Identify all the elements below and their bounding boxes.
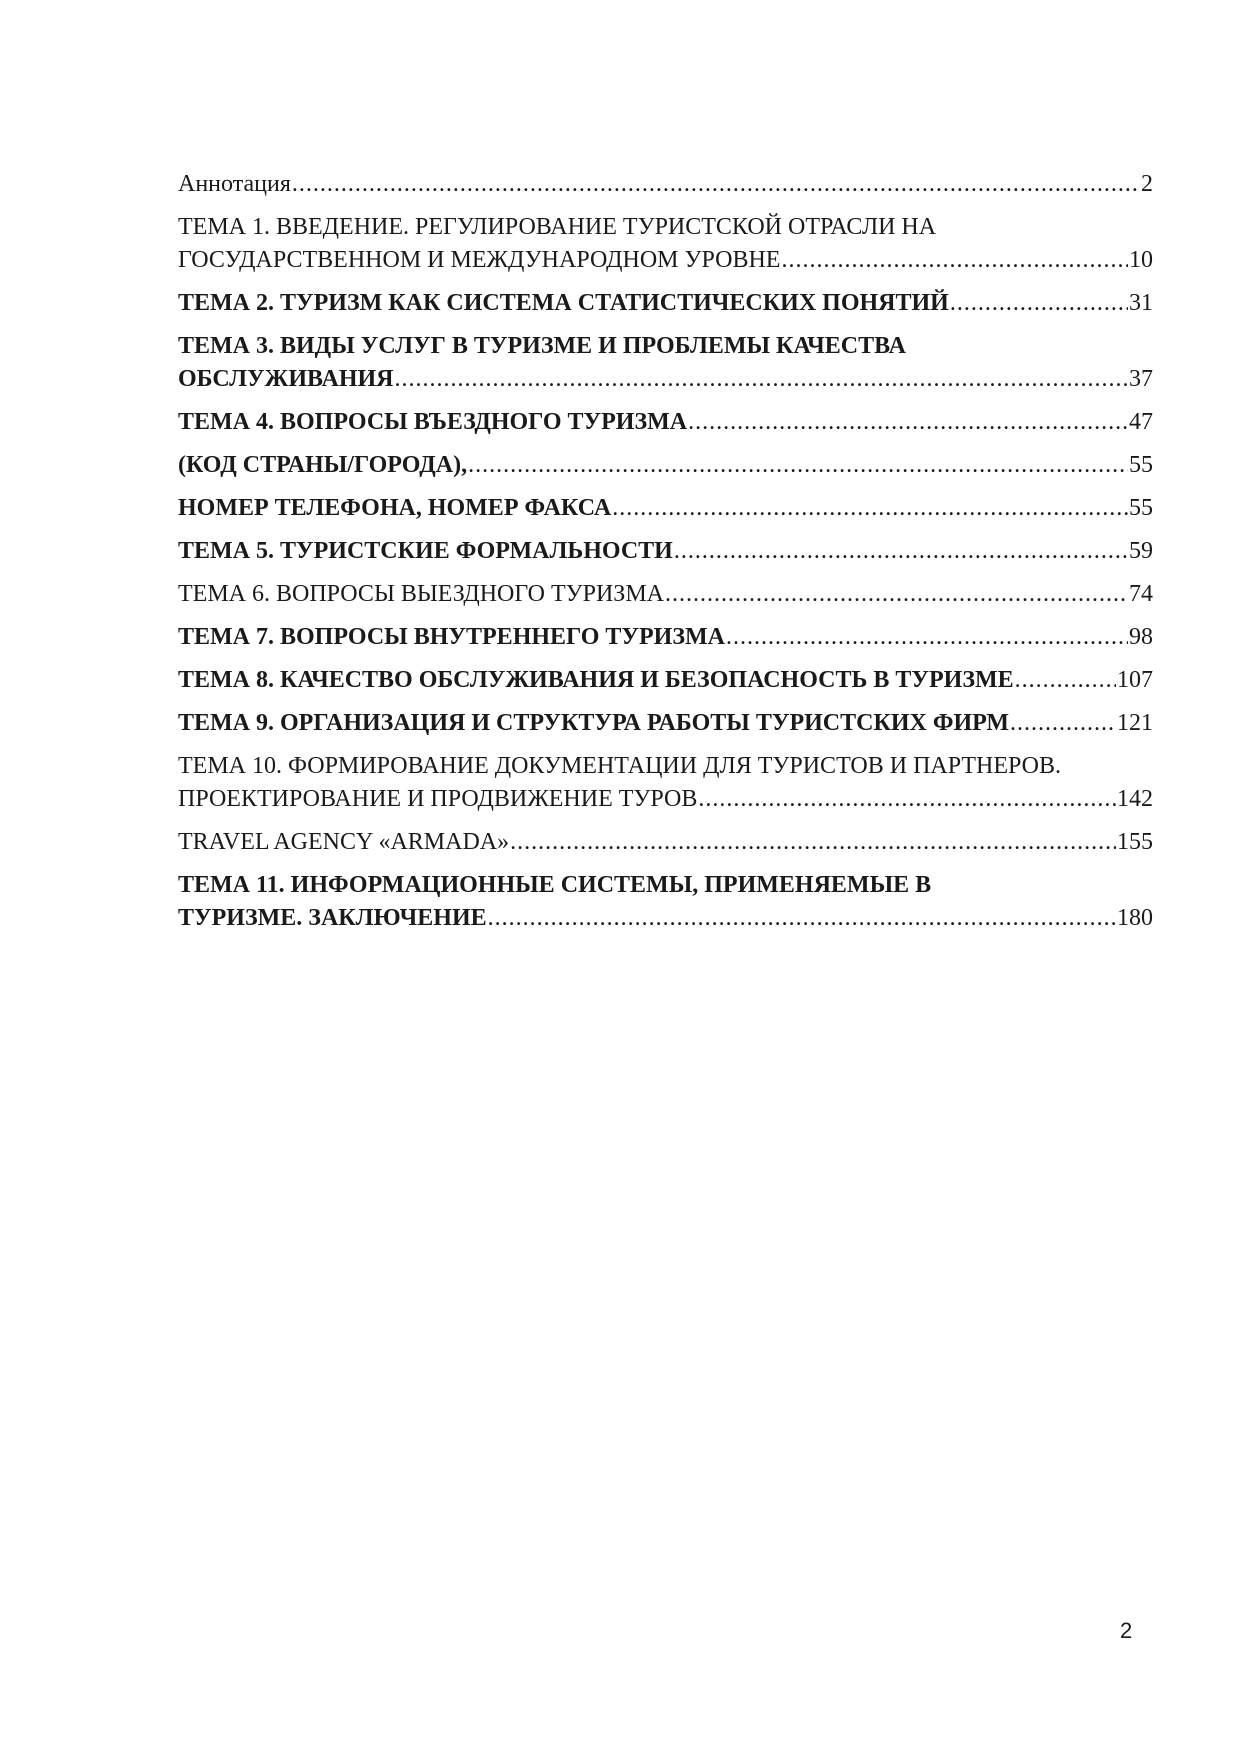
toc-entry-line xyxy=(178,578,1153,611)
toc-entry-line xyxy=(178,750,1153,783)
toc-entry-title: ТЕМА 10. ФОРМИРОВАНИЕ ДОКУМЕНТАЦИИ ДЛЯ ТУРИСТОВ И ПАРТНЕРОВ. xyxy=(178,753,1062,779)
toc-dot-leader xyxy=(688,406,1128,439)
toc-entry-title: TRAVEL AGENCY «ARMADA» xyxy=(178,829,510,855)
toc-dot-leader xyxy=(726,621,1128,654)
toc-dot-leader xyxy=(665,578,1128,611)
toc-entry-line xyxy=(178,244,1153,277)
toc-entry-line xyxy=(178,621,1153,654)
toc-entry-line xyxy=(178,783,1153,816)
toc-page-number: 2 xyxy=(1141,171,1153,197)
toc-entry-line xyxy=(178,869,1153,902)
toc-dot-leader xyxy=(950,287,1128,320)
toc-dot-leader xyxy=(612,492,1128,525)
toc-dot-leader xyxy=(1010,707,1116,740)
toc-entry[interactable] xyxy=(178,168,1153,201)
toc-entry-line xyxy=(178,330,1153,363)
toc-entry-title: ТЕМА 1. ВВЕДЕНИЕ. РЕГУЛИРОВАНИЕ ТУРИСТСКОЙ ОТРАСЛИ НА xyxy=(178,214,937,240)
toc-entry[interactable] xyxy=(178,492,1153,525)
toc-entry-line xyxy=(178,449,1153,482)
toc-entry[interactable] xyxy=(178,826,1153,859)
toc-dot-leader xyxy=(674,535,1128,568)
toc-page-number: 107 xyxy=(1117,667,1153,693)
toc-page-number: 59 xyxy=(1129,538,1153,564)
toc-page-number: 47 xyxy=(1129,409,1153,435)
toc-entry[interactable] xyxy=(178,211,1153,277)
toc-entry-title: ГОСУДАРСТВЕННОМ И МЕЖДУНАРОДНОМ УРОВНЕ xyxy=(178,247,781,273)
toc-entry-title: ТЕМА 2. ТУРИЗМ КАК СИСТЕМА СТАТИСТИЧЕСКИХ ПОНЯТИЙ xyxy=(178,290,949,316)
toc-page-number: 55 xyxy=(1129,495,1153,521)
toc-entry-line xyxy=(178,211,1153,244)
toc-entry-title: ТЕМА 4. ВОПРОСЫ ВЪЕЗДНОГО ТУРИЗМА xyxy=(178,409,688,435)
toc-entry-line xyxy=(178,707,1153,740)
toc-entry-title: ТЕМА 5. ТУРИСТСКИЕ ФОРМАЛЬНОСТИ xyxy=(178,538,673,564)
toc-entry-title: ТЕМА 11. ИНФОРМАЦИОННЫЕ СИСТЕМЫ, ПРИМЕНЯЕМЫЕ В xyxy=(178,872,932,898)
toc-entry-title: ТЕМА 3. ВИДЫ УСЛУГ В ТУРИЗМЕ И ПРОБЛЕМЫ КАЧЕСТВА xyxy=(178,333,906,359)
toc-page-number: 31 xyxy=(1129,290,1153,316)
toc-entry[interactable] xyxy=(178,621,1153,654)
toc-entry-title: ТЕМА 7. ВОПРОСЫ ВНУТРЕННЕГО ТУРИЗМА xyxy=(178,624,725,650)
toc-entry-title: ТЕМА 9. ОРГАНИЗАЦИЯ И СТРУКТУРА РАБОТЫ ТУРИСТСКИХ ФИРМ xyxy=(178,710,1009,736)
toc-page-number: 142 xyxy=(1117,786,1153,812)
toc-entry[interactable] xyxy=(178,578,1153,611)
toc-entry-line xyxy=(178,664,1153,697)
toc-entry-title: ТУРИЗМЕ. ЗАКЛЮЧЕНИЕ xyxy=(178,905,487,931)
toc-entry[interactable] xyxy=(178,664,1153,697)
toc-entry-line xyxy=(178,492,1153,525)
toc-dot-leader xyxy=(395,363,1129,396)
toc-page-number: 98 xyxy=(1129,624,1153,650)
toc-page-number: 121 xyxy=(1117,710,1153,736)
toc-entry-title: ТЕМА 8. КАЧЕСТВО ОБСЛУЖИВАНИЯ И БЕЗОПАСНОСТЬ В ТУРИЗМЕ xyxy=(178,667,1014,693)
toc-entry-title: ПРОЕКТИРОВАНИЕ И ПРОДВИЖЕНИЕ ТУРОВ xyxy=(178,786,698,812)
toc-entry[interactable] xyxy=(178,330,1153,396)
toc-page-number: 180 xyxy=(1117,905,1153,931)
toc-dot-leader xyxy=(468,449,1128,482)
toc-dot-leader xyxy=(698,783,1116,816)
toc-entry-line xyxy=(178,168,1153,201)
toc-entry[interactable] xyxy=(178,707,1153,740)
toc-entry-line xyxy=(178,826,1153,859)
toc-dot-leader xyxy=(781,244,1128,277)
toc-entry-line xyxy=(178,902,1153,935)
toc-entry[interactable] xyxy=(178,406,1153,439)
toc-dot-leader xyxy=(292,168,1140,201)
toc-page-number: 74 xyxy=(1129,581,1153,607)
toc-entry[interactable] xyxy=(178,287,1153,320)
toc-entry[interactable] xyxy=(178,449,1153,482)
toc-entry-title: Аннотация xyxy=(178,171,291,197)
toc-dot-leader xyxy=(488,902,1116,935)
toc-page-number: 37 xyxy=(1129,366,1153,392)
toc-entry[interactable] xyxy=(178,869,1153,935)
toc-entry-line xyxy=(178,363,1153,396)
toc-entry[interactable] xyxy=(178,535,1153,568)
table-of-contents xyxy=(178,168,1153,945)
toc-entry-title: НОМЕР ТЕЛЕФОНА, НОМЕР ФАКСА xyxy=(178,495,612,521)
toc-dot-leader xyxy=(510,826,1116,859)
toc-entry[interactable] xyxy=(178,750,1153,816)
toc-entry-line xyxy=(178,535,1153,568)
toc-page-number: 55 xyxy=(1129,452,1153,478)
toc-entry-title: (КОД СТРАНЫ/ГОРОДА), xyxy=(178,452,468,478)
toc-entry-title: ТЕМА 6. ВОПРОСЫ ВЫЕЗДНОГО ТУРИЗМА xyxy=(178,581,664,607)
toc-page-number: 155 xyxy=(1117,829,1153,855)
toc-dot-leader xyxy=(1015,664,1116,697)
toc-entry-line xyxy=(178,406,1153,439)
toc-page-number: 10 xyxy=(1129,247,1153,273)
toc-entry-line xyxy=(178,287,1153,320)
toc-entry-title: ОБСЛУЖИВАНИЯ xyxy=(178,366,394,392)
page-number: 2 xyxy=(1120,1618,1133,1643)
